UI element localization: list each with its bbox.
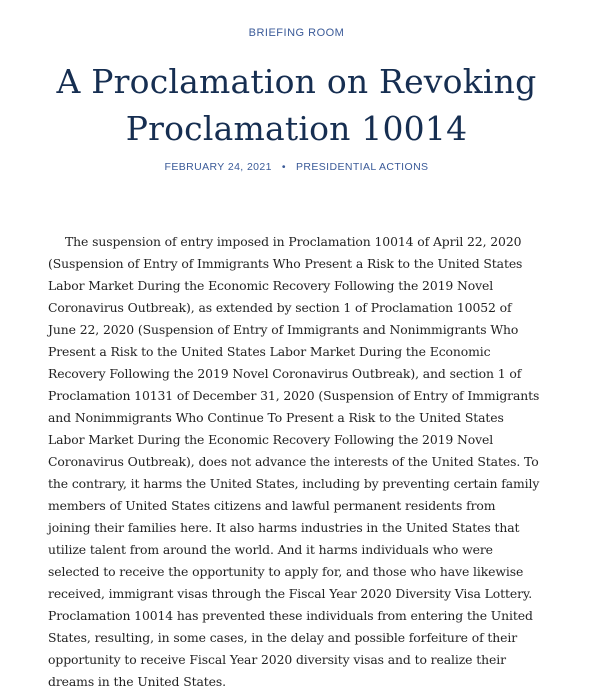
- article-meta: [0, 161, 593, 173]
- publish-date: FEBRUARY 24, 2021: [164, 161, 272, 173]
- category-link[interactable]: PRESIDENTIAL ACTIONS: [295, 161, 429, 173]
- meta-separator: •: [281, 161, 286, 173]
- briefing-room-link[interactable]: BRIEFING ROOM: [248, 27, 345, 39]
- page-title: A Proclamation on Revoking Proclamation 10014: [56, 62, 537, 148]
- article-paragraph: The suspension of entry imposed in Proclamation 10014 of April 22, 2020 (Suspension of Entry of Immigrants Who Present a Risk to the United States Labor Market During the Economic Recovery Following the 2019 Novel Coronavirus Outbreak), as extended by section 1 of Proclamation 10052 of June 22, 2020 (Suspension of Entry of Immigrants and Nonimmigrants Who Present a Risk to the United States Labor Market During the Economic Recovery Following the 2019 Novel Coronavirus Outbreak), and section 1 of Proclamation 10131 of December 31, 2020 (Suspension of Entry of Immigrants and Nonimmigrants Who Continue To Present a Risk to the United States Labor Market During the Economic Recovery Following the 2019 Novel Coronavirus Outbreak), does not advance the interests of the United States. To the contrary, it harms the United States, including by preventing certain family members of United States citizens and lawful permanent residents from joining their families here. It also harms industries in the United States that utilize talent from around the world. And it harms individuals who were selected to receive the opportunity to apply for, and those who have likewise received, immigrant visas through the Fiscal Year 2020 Diversity Visa Lottery. Proclamation 10014 has prevented these individuals from entering the United States, resulting, in some cases, in the delay and possible forfeiture of their opportunity to receive Fiscal Year 2020 diversity visas and to realize their dreams in the United States.: [48, 234, 540, 689]
